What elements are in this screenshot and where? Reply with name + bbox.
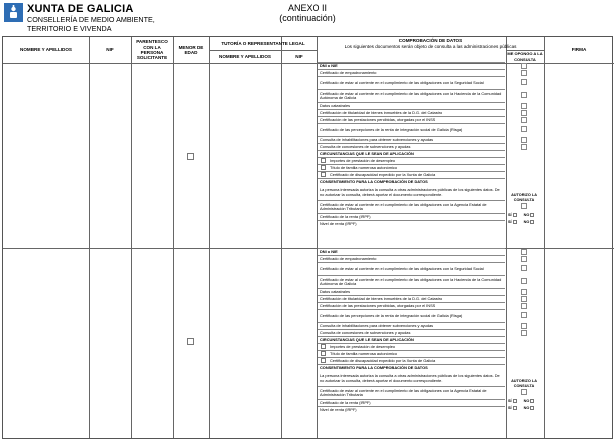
item-renta: Certificado de la renta (IRPF): [318, 213, 505, 220]
desempleo-checkbox[interactable]: [321, 344, 326, 349]
opongo-risga-2[interactable]: [521, 312, 527, 318]
item-dni: DNI o NIE: [318, 62, 505, 69]
opongo-concesiones-1[interactable]: [521, 144, 527, 150]
renta-no-checkbox-1[interactable]: [530, 213, 534, 217]
no-label: NO: [523, 399, 530, 403]
item-numerosa: Título de familia numerosa autonómico: [318, 350, 505, 357]
item-consent-text: La persona interesada autoriza la consulta a otras administraciones públicas de los siguientes datos. De no autorizar la consulta, deberá aportar el documento correspondiente.: [320, 373, 500, 383]
opongo-titularidad-1[interactable]: [521, 110, 527, 116]
col-name-header: NOMBRE Y APELLIDOS: [20, 47, 72, 53]
autorizo-aeat-2[interactable]: [521, 389, 527, 395]
col-tut-name-header: NOMBRE Y APELLIDOS: [219, 53, 271, 59]
discapacidad-checkbox[interactable]: [321, 358, 326, 363]
item-concesiones: Consulta de concesiones de subvenciones y ayudas: [318, 143, 505, 150]
opongo-inhabilitaciones-1[interactable]: [521, 137, 527, 143]
renta-si-checkbox-1[interactable]: [513, 213, 517, 217]
col-tutoria-header: TUTORÍA O REPRESENTANTE LEGAL: [221, 40, 305, 46]
col-menor-header: MENOR DE EDAD: [178, 44, 204, 55]
item-empadronamiento: Certificado de empadronamiento: [318, 255, 505, 262]
nivel-renta-si-checkbox-1[interactable]: [513, 220, 517, 224]
item-nivel-renta: Nivel de renta (IRPF): [318, 220, 505, 227]
opongo-prestaciones-2[interactable]: [521, 303, 527, 309]
page-header: [0, 0, 615, 36]
renta-si-no-1: [508, 213, 534, 217]
col-comprobacion-sub: Los siguientes documentos serán objeto de consulta a las administraciones públicas: [344, 43, 517, 49]
item-numerosa: Título de familia numerosa autonómico: [318, 164, 505, 171]
item-dni: DNI o NIE: [318, 248, 505, 255]
item-inhabilitaciones: Consulta de inhabilitaciones para obtener subvenciones y ayudas: [318, 322, 505, 329]
numerosa-checkbox[interactable]: [321, 351, 326, 356]
item-titularidad: Certificación de titularidad de bienes inmuebles de la D.G. del Catastro: [318, 109, 505, 116]
opongo-hacienda-1[interactable]: [521, 92, 527, 98]
col-opongo-header: ME OPONGO A LA CONSULTA: [507, 51, 543, 62]
menor-checkbox-2[interactable]: [187, 338, 194, 345]
item-hacienda-galicia: Certificado de estar al corriente en el cumplimiento de las obligaciones con la Hacienda de la Comunidad Autónoma de Galicia: [318, 89, 505, 102]
si-label: SÍ: [508, 399, 512, 403]
autorizo-label-1: AUTORIZO LA CONSULTA: [511, 193, 537, 202]
item-catastrales: Datos catastrales: [318, 288, 505, 295]
opongo-seg-social-1[interactable]: [521, 79, 527, 85]
item-circunstancias: CIRCUNSTANCIAS QUE LE SEAN DE APLICACIÓN: [318, 336, 505, 343]
no-label: NO: [523, 220, 530, 224]
nivel-renta-no-checkbox-1[interactable]: [530, 220, 534, 224]
item-consentimiento: CONSENTIMIENTO PARA LA COMPROBACIÓN DE DATOS: [318, 364, 505, 371]
item-circunstancias: CIRCUNSTANCIAS QUE LE SEAN DE APLICACIÓN: [318, 150, 505, 157]
item-concesiones: Consulta de concesiones de subvenciones y ayudas: [318, 329, 505, 336]
nivel-renta-si-no-1: [508, 220, 534, 224]
item-aeat: Certificado de estar al corriente en el cumplimiento de las obligaciones con la Agencia Estatal de Administración Tributaria: [318, 200, 505, 213]
item-renta: Certificado de la renta (IRPF): [318, 399, 505, 406]
annex-title-block: [0, 3, 615, 23]
item-consent-text: La persona interesada autoriza la consulta a otras administraciones públicas de los siguientes datos. De no autorizar la consulta, deberá aportar el documento correspondiente.: [320, 187, 500, 197]
nivel-renta-no-checkbox-2[interactable]: [530, 406, 534, 410]
col-nif-header: NIF: [106, 47, 114, 53]
col-tut-nif-header: NIF: [295, 53, 303, 59]
dept-line-2: TERRITORIO E VIVENDA: [27, 23, 112, 33]
col-firma-header: FIRMA: [571, 47, 587, 53]
si-label: SÍ: [508, 220, 512, 224]
annex-title: ANEXO II: [287, 3, 327, 13]
item-hacienda-galicia: Certificado de estar al corriente en el cumplimiento de las obligaciones con la Hacienda de la Comunidad Autónoma de Galicia: [318, 275, 505, 288]
opongo-inhabilitaciones-2[interactable]: [521, 323, 527, 329]
opongo-hacienda-2[interactable]: [521, 278, 527, 284]
opongo-empadronamiento-2[interactable]: [521, 256, 527, 262]
no-label: NO: [523, 406, 530, 410]
opongo-dni-1[interactable]: [521, 63, 527, 69]
item-risga: Certificado de las percepciones de la renta de integración social de Galicia (Risga): [318, 309, 505, 322]
opongo-dni-2[interactable]: [521, 249, 527, 255]
item-consentimiento: CONSENTIMIENTO PARA LA COMPROBACIÓN DE DATOS: [318, 178, 505, 185]
opongo-concesiones-2[interactable]: [521, 330, 527, 336]
item-desempleo: Importes de prestación de desempleo: [318, 157, 505, 164]
no-label: NO: [523, 213, 530, 217]
renta-no-checkbox-2[interactable]: [530, 399, 534, 403]
autorizo-aeat-1[interactable]: [521, 203, 527, 209]
col-comprobacion-header: COMPROBACIÓN DE DATOS: [398, 37, 463, 43]
annex-subtitle: (continuación): [279, 13, 336, 23]
dept-line-1: CONSELLERÍA DE MEDIO AMBIENTE,: [27, 15, 155, 24]
item-titularidad: Certificación de titularidad de bienes inmuebles de la D.G. del Catastro: [318, 295, 505, 302]
opongo-prestaciones-1[interactable]: [521, 117, 527, 123]
autorizo-label-2: AUTORIZO LA CONSULTA: [511, 379, 537, 388]
desempleo-checkbox[interactable]: [321, 158, 326, 163]
menor-checkbox-1[interactable]: [187, 153, 194, 160]
numerosa-checkbox[interactable]: [321, 165, 326, 170]
item-prestaciones: Certificación de las prestaciones percibidas, otorgadas por el INSS: [318, 302, 505, 309]
renta-si-checkbox-2[interactable]: [513, 399, 517, 403]
item-prestaciones: Certificación de las prestaciones percibidas, otorgadas por el INSS: [318, 116, 505, 123]
item-inhabilitaciones: Consulta de inhabilitaciones para obtener subvenciones y ayudas: [318, 136, 505, 143]
opongo-catastrales-1[interactable]: [521, 103, 527, 109]
opongo-seg-social-2[interactable]: [521, 265, 527, 271]
nivel-renta-si-checkbox-2[interactable]: [513, 406, 517, 410]
item-empadronamiento: Certificado de empadronamiento: [318, 69, 505, 76]
opongo-catastrales-2[interactable]: [521, 289, 527, 295]
item-catastrales: Datos catastrales: [318, 102, 505, 109]
nivel-renta-si-no-2: [508, 406, 534, 410]
opongo-empadronamiento-1[interactable]: [521, 70, 527, 76]
item-desempleo: Importes de prestación de desempleo: [318, 343, 505, 350]
item-seg-social: Certificado de estar al corriente en el cumplimiento de las obligaciones con la Seguridad Social: [318, 262, 505, 275]
opongo-risga-1[interactable]: [521, 126, 527, 132]
opongo-titularidad-2[interactable]: [521, 296, 527, 302]
item-aeat: Certificado de estar al corriente en el cumplimiento de las obligaciones con la Agencia Estatal de Administración Tributaria: [318, 386, 505, 399]
discapacidad-checkbox[interactable]: [321, 172, 326, 177]
item-risga: Certificado de las percepciones de la renta de integración social de Galicia (Risga): [318, 123, 505, 136]
org-name: XUNTA DE GALICIA: [27, 3, 134, 15]
item-nivel-renta: Nivel de renta (IRPF): [318, 406, 505, 413]
item-seg-social: Certificado de estar al corriente en el cumplimiento de las obligaciones con la Seguridad Social: [318, 76, 505, 89]
si-label: SÍ: [508, 213, 512, 217]
col-parentesco-header: PARENTESCO CON LA PERSONA SOLICITANTE: [136, 39, 168, 61]
si-label: SÍ: [508, 406, 512, 410]
item-discapacidad: Certificado de discapacidad expedido por la Xunta de Galicia: [318, 357, 505, 364]
renta-si-no-2: [508, 399, 534, 403]
item-discapacidad: Certificado de discapacidad expedido por la Xunta de Galicia: [318, 171, 505, 178]
